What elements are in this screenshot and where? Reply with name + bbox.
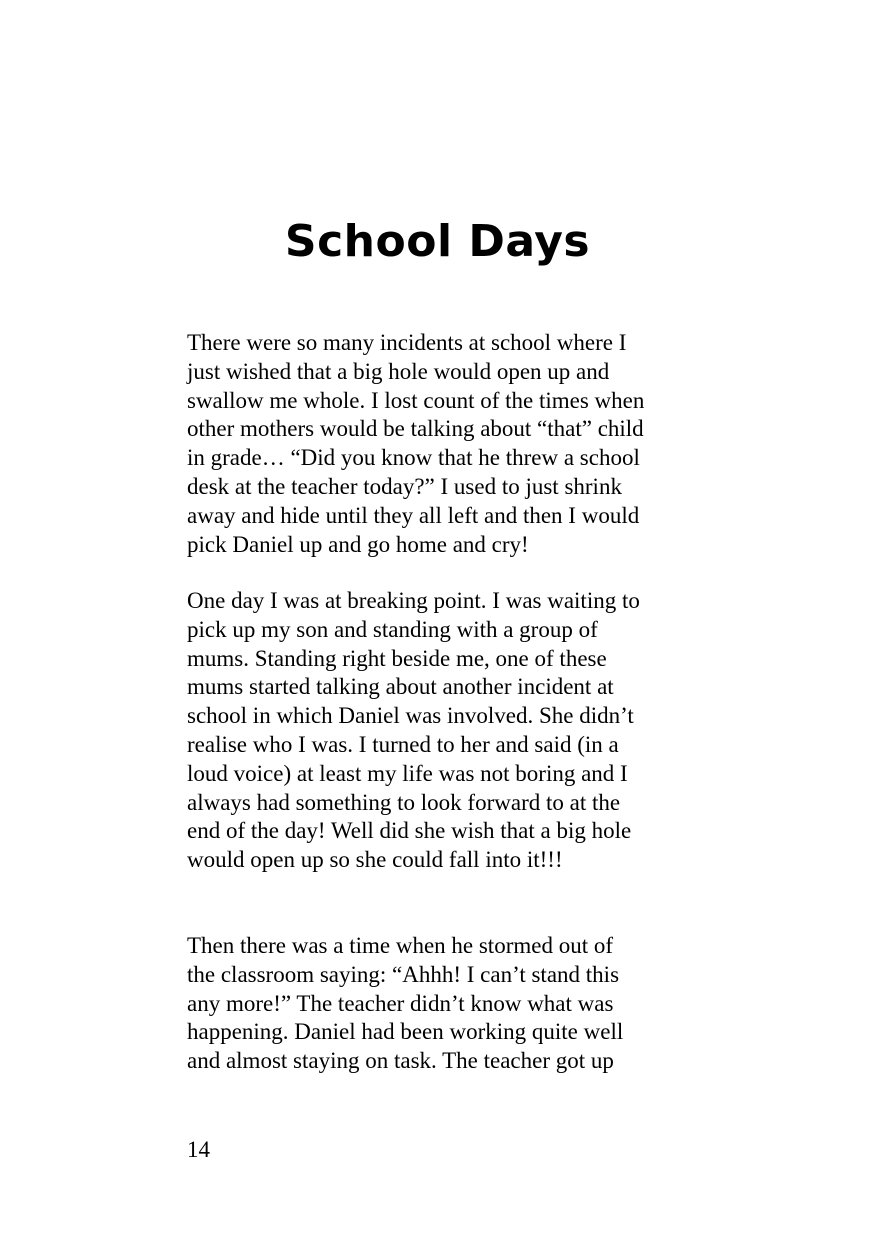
paragraph-line: realise who I was. I turned to her and said (in a <box>187 731 619 757</box>
paragraph-line: just wished that a big hole would open up and <box>187 358 610 384</box>
paragraph-line: pick Daniel up and go home and cry! <box>187 531 529 557</box>
paragraph-line: always had something to look forward to at the <box>187 789 621 815</box>
paragraph-line: any more!” The teacher didn’t know what was <box>187 990 614 1016</box>
paragraph-line: the classroom saying: “Ahhh! I can’t stand this <box>187 961 620 987</box>
paragraph-line: mums. Standing right beside me, one of these <box>187 645 607 671</box>
paragraph-line: happening. Daniel had been working quite well <box>187 1019 624 1045</box>
paragraph-1 <box>187 329 697 559</box>
paragraph-line: mums started talking about another incident at <box>187 674 614 700</box>
paragraph-line: in grade… “Did you know that he threw a school <box>187 445 640 471</box>
paragraph-line: and almost staying on task. The teacher got up <box>187 1048 614 1074</box>
paragraph-line: other mothers would be talking about “that” child <box>187 416 644 442</box>
page-number: 14 <box>187 1137 210 1162</box>
chapter-title: School Days <box>284 216 591 267</box>
paragraph-3 <box>187 932 697 1076</box>
paragraph-line: swallow me whole. I lost count of the times when <box>187 387 645 413</box>
paragraph-line: away and hide until they all left and then I would <box>187 502 640 528</box>
paragraph-line: loud voice) at least my life was not boring and I <box>187 760 628 786</box>
paragraph-line: desk at the teacher today?” I used to just shrink <box>187 473 622 499</box>
paragraph-2 <box>187 587 697 875</box>
paragraph-line: pick up my son and standing with a group of <box>187 616 598 642</box>
paragraph-line: One day I was at breaking point. I was waiting to <box>187 588 640 613</box>
paragraph-line: school in which Daniel was involved. She didn’t <box>187 703 634 729</box>
paragraph-line: end of the day! Well did she wish that a big hole <box>187 818 632 844</box>
paragraph-line: There were so many incidents at school where I <box>187 330 627 355</box>
paragraph-line: would open up so she could fall into it!!! <box>187 847 563 873</box>
paragraph-line: Then there was a time when he stormed out of <box>187 933 614 958</box>
